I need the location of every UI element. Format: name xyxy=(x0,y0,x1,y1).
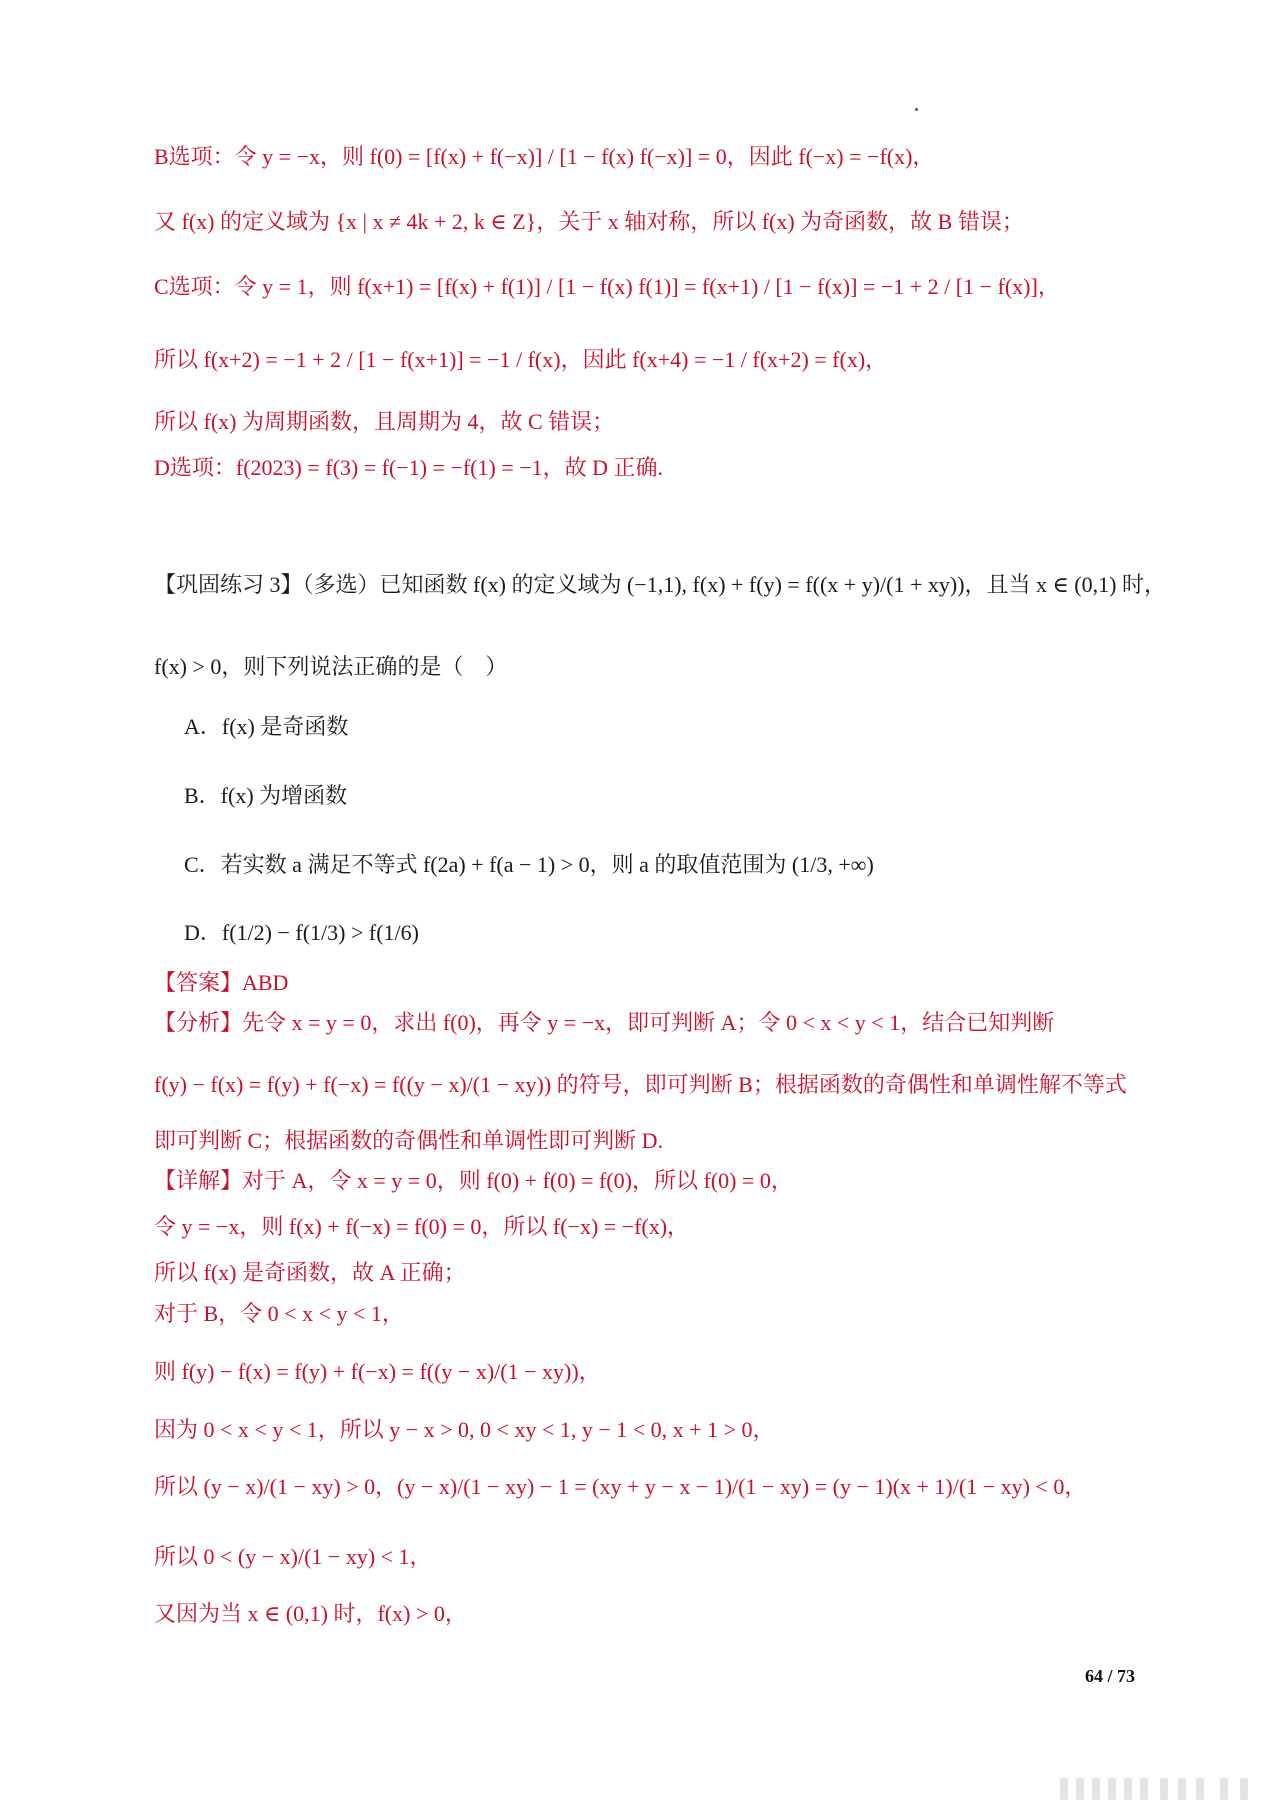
detail-line-6: 因为 0 < x < y < 1，所以 y − x > 0, 0 < xy < 1, y − 1 < 0, x + 1 > 0， xyxy=(154,1417,775,1442)
detail-line-2: 令 y = −x，则 f(x) + f(−x) = f(0) = 0，所以 f(−x) = −f(x)， xyxy=(154,1214,690,1239)
question-stem-line-2: f(x) > 0，则下列说法正确的是（ ） xyxy=(154,654,508,679)
solution-b-line-1: B选项：令 y = −x，则 f(0) = [f(x) + f(−x)] / [1 − f(x) f(−x)] = 0，因此 f(−x) = −f(x)， xyxy=(154,144,935,169)
question-stem-line-1: 【巩固练习 3】（多选）已知函数 f(x) 的定义域为 (−1,1), f(x) + f(y) = f((x + y)/(1 + xy))，且当 x ∈ (0,1) 时， xyxy=(154,572,1166,597)
detail-line-7: 所以 (y − x)/(1 − xy) > 0，(y − x)/(1 − xy) − 1 = (xy + y − x − 1)/(1 − xy) = (y − 1)(x + 1)/(1 − xy) < 0， xyxy=(154,1474,1087,1499)
detail-line-4: 对于 B，令 0 < x < y < 1， xyxy=(154,1301,404,1326)
detail-line-8: 所以 0 < (y − x)/(1 − xy) < 1， xyxy=(154,1544,432,1569)
solution-c-line-3: 所以 f(x) 为周期函数，且周期为 4，故 C 错误； xyxy=(154,409,615,434)
detail-line-1: 【详解】对于 A，令 x = y = 0，则 f(0) + f(0) = f(0)，所以 f(0) = 0， xyxy=(154,1168,793,1193)
detail-line-9: 又因为当 x ∈ (0,1) 时，f(x) > 0， xyxy=(154,1601,467,1626)
solution-b-line-2: 又 f(x) 的定义域为 {x | x ≠ 4k + 2, k ∈ Z}，关于 x 轴对称，所以 f(x) 为奇函数，故 B 错误； xyxy=(154,209,1024,234)
option-d: D．f(1/2) − f(1/3) > f(1/6) xyxy=(184,920,419,945)
detail-line-3: 所以 f(x) 是奇函数，故 A 正确； xyxy=(154,1260,466,1285)
stray-mark xyxy=(915,108,918,111)
detail-line-5: 则 f(y) − f(x) = f(y) + f(−x) = f((y − x)/(1 − xy))， xyxy=(154,1359,601,1384)
analysis-line-2: f(y) − f(x) = f(y) + f(−x) = f((y − x)/(1 − xy)) 的符号，即可判断 B；根据函数的奇偶性和单调性解不等式 xyxy=(154,1072,1127,1097)
option-a: A．f(x) 是奇函数 xyxy=(184,714,349,739)
watermark-logo xyxy=(1060,1778,1268,1800)
option-b: B．f(x) 为增函数 xyxy=(184,783,348,808)
analysis-line-1: 【分析】先令 x = y = 0，求出 f(0)，再令 y = −x，即可判断 A；令 0 < x < y < 1，结合已知判断 xyxy=(154,1010,1055,1035)
solution-c-line-2: 所以 f(x+2) = −1 + 2 / [1 − f(x+1)] = −1 / f(x)，因此 f(x+4) = −1 / f(x+2) = f(x)， xyxy=(154,347,888,372)
page-number: 64 / 73 xyxy=(1085,1666,1136,1686)
analysis-line-3: 即可判断 C；根据函数的奇偶性和单调性即可判断 D. xyxy=(154,1128,664,1153)
option-c: C．若实数 a 满足不等式 f(2a) + f(a − 1) > 0，则 a 的取值范围为 (1/3, +∞) xyxy=(184,852,874,877)
answer-line: 【答案】ABD xyxy=(154,970,289,995)
solution-c-line-1: C选项：令 y = 1，则 f(x+1) = [f(x) + f(1)] / [1 − f(x) f(1)] = f(x+1) / [1 − f(x)] = −1 + 2 / [1 − f(x)]， xyxy=(154,274,1060,299)
solution-d-line: D选项：f(2023) = f(3) = f(−1) = −f(1) = −1，故 D 正确. xyxy=(154,455,664,480)
